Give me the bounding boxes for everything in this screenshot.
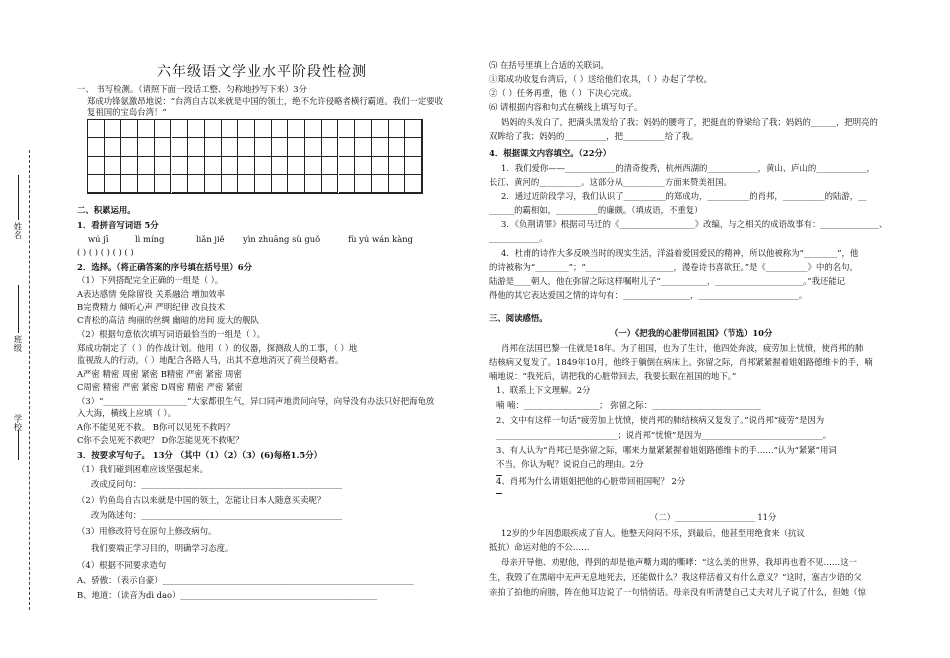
- grid-cell[interactable]: [255, 138, 272, 156]
- q3-2-sentence: （2）钓鱼岛自古以来就是中国的领土，怎能让日本人随意买卖呢？: [77, 495, 326, 505]
- grid-cell[interactable]: [155, 120, 172, 138]
- s4-2-line2[interactable]: ______的霸相如，__________的廉颇。（填成语，不重复）: [489, 205, 703, 215]
- grid-cell[interactable]: [322, 138, 339, 156]
- pinyin-2: lì míng: [135, 234, 165, 244]
- reading-1-q3-line2: 不当，你认为呢？说说自己的理由。2分: [496, 459, 644, 469]
- grid-cell[interactable]: [272, 157, 289, 175]
- grid-cell[interactable]: [238, 175, 255, 193]
- grid-cell[interactable]: [138, 175, 155, 193]
- grid-cell[interactable]: [255, 175, 272, 193]
- reading-2-p5: 亲拍了拍他的肩膀，阵在他耳边说了一句悄悄话。母亲没有听清楚自己丈夫对儿子说了什么，但她（惊: [489, 587, 866, 597]
- grid-cell[interactable]: [272, 120, 289, 138]
- grid-cell[interactable]: [389, 175, 406, 193]
- binding-line: [29, 150, 30, 610]
- grid-cell[interactable]: [188, 138, 205, 156]
- q6-heading: ⑹ 请根据内容和句式在横线上填写句子。: [489, 102, 643, 112]
- grid-cell[interactable]: [88, 120, 105, 138]
- s1-quote-line1: 郑成功锋氨激昂地说：“台湾自古以来就是中国的领土，绝不允许侵略者横行霸道。我们一定要收: [87, 96, 444, 106]
- s4-4-line2[interactable]: 的诗被称为“________”；“_____________________，漫卷诗书喜欲狂。”是《__________》中的名句。: [489, 262, 858, 272]
- q2-2-text-1: 郑成功制定了（ ）的作战计划。他用（ ）的仪器，探测敌人的工事，（ ）地: [77, 343, 358, 353]
- q6-line-1[interactable]: 妈妈的头发白了，把满头黑发给了我；妈妈的腰弯了，把挺直的脊梁给了我；妈妈的______，把明亮的: [501, 117, 878, 127]
- q2-3-options-ab[interactable]: A你不能见死不救。 B你可以见死不救吗？: [77, 422, 235, 432]
- grid-cell[interactable]: [272, 138, 289, 156]
- grid-cell[interactable]: [405, 138, 422, 156]
- grid-cell[interactable]: [155, 138, 172, 156]
- grid-cell[interactable]: [105, 157, 122, 175]
- grid-cell[interactable]: [339, 120, 356, 138]
- grid-cell[interactable]: [205, 157, 222, 175]
- q5-2[interactable]: ②（ ）任务再重，他（ ）下决心完成。: [489, 88, 637, 98]
- grid-cell[interactable]: [322, 157, 339, 175]
- q3-4-a[interactable]: A、骄傲：（表示自豪）____________________________________________________________: [77, 575, 414, 585]
- reading-1-title: （一）《把我的心脏带回祖国》（节选）10分: [610, 328, 773, 338]
- q3-4-instruction: （4）根据不同要求造句: [77, 560, 167, 570]
- reading-1-q1-answer[interactable]: 喃 喃：__________________； 弥留之际：__________________________: [496, 400, 761, 410]
- grid-cell[interactable]: [172, 138, 189, 156]
- grid-cell[interactable]: [238, 157, 255, 175]
- grid-cell[interactable]: [155, 157, 172, 175]
- class-label: 班级: [13, 335, 23, 352]
- s2-heading: 二、积累运用。: [77, 205, 136, 215]
- reading-1-q4: 4、肖邦为什么请姐姐把他的心脏带回祖国呢？ 2分: [496, 476, 686, 486]
- s4-4-line1[interactable]: 4．杜甫的诗作大多反映当时的现实生活，洋溢着爱国爱民的精神，所以他被称为“________”，他: [501, 248, 859, 258]
- grid-cell[interactable]: [121, 138, 138, 156]
- grid-cell[interactable]: [339, 138, 356, 156]
- grid-cell[interactable]: [288, 138, 305, 156]
- grid-cell[interactable]: [389, 138, 406, 156]
- pinyin-5: fù yú wán kàng: [348, 234, 413, 244]
- grid-cell[interactable]: [322, 120, 339, 138]
- s4-2-line1[interactable]: 2．通过近阶段学习，我们认识了__________的郑成功，__________的肖邦，__________的陆游，__: [501, 191, 867, 201]
- grid-cell[interactable]: [105, 175, 122, 193]
- q5-heading: ⑸ 在括号里填上合适的关联词。: [489, 60, 609, 70]
- grid-cell[interactable]: [88, 157, 105, 175]
- grid-cell[interactable]: [305, 157, 322, 175]
- reading-2-p2: 抵抗）命运对他的不公……: [489, 542, 590, 552]
- grid-cell[interactable]: [172, 175, 189, 193]
- q3-1-sentence: （1）我们碰到困难应该坚强起来。: [77, 464, 208, 474]
- reading-1-q2-line1: 2、文中有这样一句话“疲劳加上忧愤，使肖邦的肺结核病又复发了。”说肖邦“疲劳”是因为: [496, 415, 825, 425]
- s4-1-line2[interactable]: 长江、黄河的__________。这部分从__________方面来赞美祖国。: [489, 177, 732, 187]
- grid-cell[interactable]: [305, 120, 322, 138]
- reading-1-q3-line1: 3、有人认为“肖邦已是弥留之际，哪来力量紧紧握着姐姐路德维卡的手……”认为“紧紧”用词: [496, 445, 837, 455]
- grid-cell[interactable]: [205, 120, 222, 138]
- grid-cell[interactable]: [121, 175, 138, 193]
- grid-cell[interactable]: [372, 157, 389, 175]
- grid-cell[interactable]: [172, 120, 189, 138]
- name-field: [18, 175, 19, 220]
- s4-3-line2[interactable]: ____________。: [489, 233, 548, 243]
- grid-cell[interactable]: [205, 175, 222, 193]
- grid-cell[interactable]: [372, 138, 389, 156]
- pinyin-3: liǎn jiě: [196, 234, 225, 244]
- grid-cell[interactable]: [405, 120, 422, 138]
- s4-4-line4[interactable]: 得他的其它表达爱国之情的诗句有：________________，________________________。: [489, 290, 808, 300]
- grid-cell[interactable]: [305, 175, 322, 193]
- grid-cell[interactable]: [205, 138, 222, 156]
- q3-2-answer[interactable]: 改为陈述句：________________________________________________: [91, 510, 343, 520]
- grid-cell[interactable]: [138, 157, 155, 175]
- grid-cell[interactable]: [121, 120, 138, 138]
- grid-cell[interactable]: [288, 120, 305, 138]
- grid-cell[interactable]: [255, 157, 272, 175]
- name-label: 姓名: [13, 222, 23, 239]
- grid-cell[interactable]: [238, 138, 255, 156]
- grid-cell[interactable]: [238, 120, 255, 138]
- grid-cell[interactable]: [155, 175, 172, 193]
- q2-3-stem-2: 入大海，横线上应填（ ）。: [77, 408, 176, 418]
- grid-cell[interactable]: [288, 175, 305, 193]
- grid-cell[interactable]: [322, 175, 339, 193]
- grid-cell[interactable]: [138, 138, 155, 156]
- reading-1-p2: 结核病又复发了。1849年10月，他终于躺倒在病床上。弥留之际，肖邦紧紧握着姐姐路德维卡的手，喃: [489, 357, 873, 367]
- reading-1-q4-answer-line[interactable]: [496, 493, 502, 494]
- grid-cell[interactable]: [389, 120, 406, 138]
- pinyin-4: yìn zhuāng sù guǒ: [243, 234, 321, 244]
- s4-4-line3[interactable]: 陆游是____朝人，他在弥留之际这样嘱咐儿子“___________，_____________________。”我还能记: [489, 276, 846, 286]
- q2-1-option-c[interactable]: C青松的高洁 绚丽的丝绸 幽暗的房间 庞大的舰队: [77, 315, 259, 325]
- grid-cell[interactable]: [272, 175, 289, 193]
- grid-cell[interactable]: [222, 120, 239, 138]
- reading-2-p3: 母亲开导他、劝慰他，得到的却是他声嘶力竭的嘶哮：“这么美的世界，我却再也看不见……这一: [501, 557, 858, 567]
- grid-cell[interactable]: [405, 157, 422, 175]
- grid-cell[interactable]: [105, 120, 122, 138]
- grid-cell[interactable]: [339, 157, 356, 175]
- grid-cell[interactable]: [222, 157, 239, 175]
- grid-cell[interactable]: [389, 157, 406, 175]
- q2-1-option-b[interactable]: B完费精力 倾听心声 严明纪律 改良技术: [77, 302, 226, 312]
- q2-1-stem: （1）下列搭配完全正确的一组是（ ）。: [77, 275, 224, 285]
- grid-cell[interactable]: [355, 138, 372, 156]
- grid-cell[interactable]: [188, 120, 205, 138]
- grid-cell[interactable]: [222, 175, 239, 193]
- writing-grid[interactable]: [87, 119, 423, 194]
- grid-cell[interactable]: [105, 138, 122, 156]
- grid-cell[interactable]: [255, 120, 272, 138]
- reading-2-title[interactable]: （二）___________________ 11分: [650, 512, 777, 522]
- grid-cell[interactable]: [355, 157, 372, 175]
- q3-3-instruction: （3）用修改符号在原句上修改病句。: [77, 526, 217, 536]
- q2-heading: 2．选择。（将正确答案的序号填在括号里）6分: [77, 262, 252, 272]
- grid-cell[interactable]: [88, 138, 105, 156]
- s4-3-line1[interactable]: 3．《负荆请罪》根据司马迁的《__________________》改编，与之相关的成语故事有：______________、: [501, 219, 888, 229]
- grid-cell[interactable]: [288, 157, 305, 175]
- reading-2-p4: 生，我毁了在黑暗中无声无息地死去，还能做什么？我这样活着又有什么意义？”这时，塞吉少语的父: [489, 572, 862, 582]
- grid-cell[interactable]: [372, 175, 389, 193]
- school-label: 学校: [13, 414, 23, 431]
- pinyin-answer-brackets[interactable]: ( ) ( ) ( ) ( ) ( ): [77, 247, 134, 257]
- reading-1-q2-line2[interactable]: _____________________________；说肖邦“忧愤”是因为_____________________________。: [496, 430, 832, 440]
- grid-cell[interactable]: [88, 175, 105, 193]
- reading-1-q1: 1、联系上下文理解。2分: [496, 385, 591, 395]
- q2-2-options-cd[interactable]: C周密 精密 严密 紧密 D周密 精密 严密 紧密: [77, 382, 243, 392]
- grid-cell[interactable]: [339, 175, 356, 193]
- grid-cell[interactable]: [355, 175, 372, 193]
- grid-cell[interactable]: [188, 175, 205, 193]
- q2-3-options-cd[interactable]: C你不会见死不救吧？ D你怎能见死不救呢？: [77, 435, 244, 445]
- q3-4-b[interactable]: B、地道：（读音为dì dao）_______________________________________________: [77, 590, 378, 600]
- grid-cell[interactable]: [372, 120, 389, 138]
- q5-1[interactable]: ①郑成功收复台湾后，（ ）送给他们农具，（ ）办起了学校。: [489, 74, 713, 84]
- grid-cell[interactable]: [405, 175, 422, 193]
- q2-3-stem-1: （3）“____________________”大家都很生气，异口同声地责问向导，向导没有办法只好把海龟放: [77, 396, 435, 406]
- pinyin-1: wú jī: [88, 234, 109, 244]
- grid-cell[interactable]: [188, 157, 205, 175]
- grid-cell[interactable]: [121, 157, 138, 175]
- reading-2-p1: 12岁的少年因患眼疾成了盲人。他整天闷闷不乐，到最后，他甚至用绝食来（抗议: [501, 528, 805, 538]
- reading-1-p1: 肖邦在法国巴黎一住就是18年。为了祖国，也为了生计，他四处奔波，疲劳加上忧愤，使肖邦的肺: [501, 343, 864, 353]
- q2-2-stem: （2）根据句意依次填写词语最恰当的一组是（ ）。: [77, 329, 266, 339]
- q3-heading: 3．按要求写句子。 13分 （其中（1）（2）（3）(6)每格1.5分）: [77, 450, 322, 460]
- class-field: [18, 285, 19, 333]
- page-title: 六年级语文学业水平阶段性检测: [157, 64, 367, 80]
- s1-quote-line2: 复祖国的宝岛台湾！”: [87, 107, 167, 117]
- s4-1-line1[interactable]: 1．我们爱你——____________的清奇俊秀，杭州西湖的____________，黄山、庐山的____________，: [501, 163, 875, 173]
- school-field: [18, 430, 19, 460]
- grid-cell[interactable]: [172, 157, 189, 175]
- q2-2-options-ab[interactable]: A严密 精密 周密 紧密 B精密 严密 紧密 周密: [77, 369, 242, 379]
- grid-cell[interactable]: [222, 138, 239, 156]
- q3-1-answer[interactable]: 改成反问句：________________________________________________: [91, 479, 343, 489]
- grid-cell[interactable]: [138, 120, 155, 138]
- s3-heading: 三、阅读感悟。: [489, 313, 548, 323]
- reading-1-p3: 喃地说：“我死后，请把我的心脏带回去，我要长眠在祖国的地下。”: [489, 371, 737, 381]
- s1-heading: 一、 书写检测。（请照下面一段话工整、匀称地抄写下来）3分: [77, 84, 307, 94]
- q2-2-text-2: 监视敌人的行动，（ ）地配合各路人马，出其不意地消灭了荷兰侵略者。: [77, 355, 344, 365]
- grid-cell[interactable]: [305, 138, 322, 156]
- q6-line-2[interactable]: 双眸给了我；妈妈的__________，把__________给了我。: [489, 131, 699, 141]
- grid-cell[interactable]: [355, 120, 372, 138]
- s4-heading: 4．根据课文内容填空。（22分）: [489, 148, 612, 158]
- q1-heading: 1．看拼音写词语 5分: [77, 220, 159, 230]
- q2-1-option-a[interactable]: A表达感情 免除留役 关系融洽 增加效率: [77, 289, 226, 299]
- q3-3-sentence[interactable]: 我们要端正学习目的，明确学习态度。: [91, 543, 234, 553]
